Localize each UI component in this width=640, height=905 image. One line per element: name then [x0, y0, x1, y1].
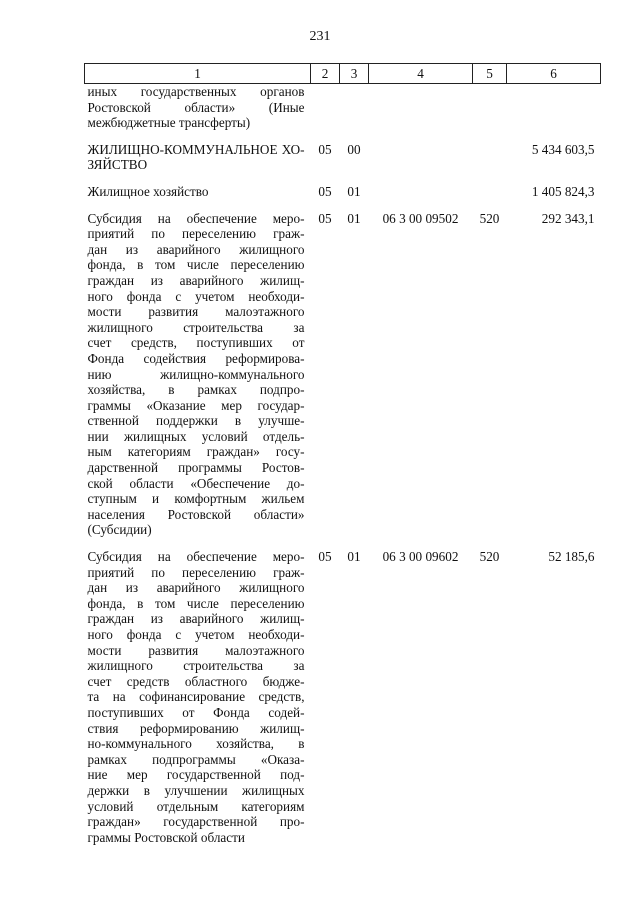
spacer-cell: [340, 131, 369, 142]
spacer-cell: [311, 200, 340, 211]
spacer-cell: [507, 200, 601, 211]
row-name-cell: [85, 84, 311, 131]
table-body: [85, 84, 601, 846]
row-name-line: жилищного строительства за: [87, 658, 305, 674]
header-col-5: 5: [473, 64, 507, 84]
row-subsection-cell: 01: [347, 183, 361, 199]
spacer-cell: [507, 538, 601, 549]
row-expense-type-cell: [473, 142, 507, 173]
row-name-line: Субсидия на обеспечение меро-: [87, 210, 305, 226]
row-subsection-cell: [340, 84, 369, 131]
row-name-line: межбюджетные трансферты): [87, 115, 251, 131]
row-name-line: ние мер государственной под-: [87, 767, 305, 783]
row-name-line: дан из аварийного жилищного: [87, 241, 305, 257]
row-name-line: рамках подпрограммы «Оказа-: [87, 751, 305, 767]
row-name-line: нии жилищных условий отдель-: [87, 428, 305, 444]
row-spacer: [85, 200, 601, 211]
row-target-article-cell: [369, 184, 473, 200]
row-name-line: поступивших от Фонда содей-: [87, 704, 305, 720]
spacer-cell: [85, 200, 311, 211]
row-name-line: хозяйства, в рамках подпро-: [87, 382, 305, 398]
table-row: [85, 549, 601, 845]
row-name-line: ствия реформированию жилищ-: [87, 720, 305, 736]
table-row: [85, 84, 601, 131]
row-name-line: граммы «Оказание мер государ-: [87, 397, 305, 413]
spacer-cell: [473, 538, 507, 549]
row-name-line: ской области «Обеспечение до-: [87, 475, 305, 491]
row-name-line: Ростовской области» (Иные: [87, 99, 305, 115]
row-subsection-cell: 00: [347, 141, 361, 157]
row-name-cell: [85, 142, 311, 173]
row-name-line: граммы Ростовской области: [87, 829, 245, 845]
row-name-line: ного фонда с учетом необходи-: [87, 627, 305, 642]
header-col-6: 6: [507, 64, 601, 84]
row-name-line: та на софинансирование средств,: [87, 689, 305, 705]
row-spacer: [85, 131, 601, 142]
row-section-cell: 05: [318, 141, 332, 157]
row-name-line: населения Ростовской области»: [87, 506, 305, 522]
spacer-cell: [369, 538, 473, 549]
row-expense-type-cell: [473, 84, 507, 131]
row-name-line: иных государственных органов: [87, 84, 305, 99]
row-subsection-cell: 01: [347, 549, 361, 565]
spacer-cell: [473, 200, 507, 211]
row-name-line: (Субсидии): [87, 522, 152, 538]
table-row: [85, 211, 601, 538]
spacer-cell: [473, 131, 507, 142]
row-spacer: [85, 538, 601, 549]
row-name-cell: [85, 549, 311, 845]
spacer-cell: [311, 131, 340, 142]
spacer-cell: [507, 173, 601, 184]
header-row: [85, 64, 601, 84]
row-expense-type-cell: 520: [479, 210, 500, 226]
header-col-1: 1: [85, 64, 311, 84]
table-row: [85, 184, 601, 200]
row-name-line: приятий по переселению граж-: [87, 226, 305, 242]
row-name-line: но-коммунального хозяйства, в: [87, 736, 305, 752]
row-name-line: нию жилищно-коммунального: [87, 366, 305, 382]
row-target-article-cell: [369, 142, 473, 173]
row-name-line: дарственной программы Ростов-: [87, 460, 305, 476]
row-name-line: ступным и комфортным жильем: [87, 491, 305, 507]
row-sum-cell: 292 343,1: [541, 210, 595, 226]
row-sum-cell: 52 185,6: [548, 549, 595, 565]
table-row: [85, 142, 601, 173]
row-name-cell: [85, 211, 311, 538]
spacer-cell: [311, 538, 340, 549]
row-spacer: [85, 173, 601, 184]
row-name-line: Жилищное хозяйство: [87, 183, 209, 199]
spacer-cell: [340, 173, 369, 184]
spacer-cell: [507, 131, 601, 142]
row-name-line: счет средств, поступивших от: [87, 335, 305, 351]
row-name-line: ственной поддержки в улучше-: [87, 413, 305, 429]
row-section-cell: 05: [318, 549, 332, 565]
row-name-line: граждан из аварийного жилищ-: [87, 272, 305, 288]
row-sum-cell: 5 434 603,5: [531, 141, 595, 157]
row-name-line: держки в улучшении жилищных: [87, 782, 305, 798]
row-target-article-cell: 06 3 00 09502: [382, 210, 459, 226]
page-number: 231: [309, 29, 331, 44]
row-target-article-cell: 06 3 00 09602: [382, 549, 459, 565]
spacer-cell: [369, 200, 473, 211]
row-name-line: ным категориям граждан» госу-: [87, 444, 305, 460]
row-target-article-cell: [369, 84, 473, 131]
row-section-cell: 05: [318, 183, 332, 199]
spacer-cell: [340, 200, 369, 211]
budget-table: [84, 63, 601, 845]
row-name-line: Субсидия на обеспечение меро-: [87, 549, 305, 565]
spacer-cell: [473, 173, 507, 184]
row-name-cell: [85, 184, 311, 200]
spacer-cell: [311, 173, 340, 184]
row-name-line: ЗЯЙСТВО: [87, 157, 148, 173]
spacer-cell: [369, 131, 473, 142]
row-name-line: приятий по переселению граж-: [87, 564, 305, 580]
row-expense-type-cell: [473, 184, 507, 200]
header-col-2: 2: [311, 64, 340, 84]
row-sum-cell: [507, 84, 601, 131]
header-col-3: 3: [340, 64, 369, 84]
row-subsection-cell: 01: [347, 210, 361, 226]
row-expense-type-cell: 520: [479, 549, 500, 565]
row-name-line: счет средств областного бюдже-: [87, 673, 305, 689]
row-name-line: жилищного строительства за: [87, 319, 305, 335]
header-col-4: 4: [369, 64, 473, 84]
spacer-cell: [340, 538, 369, 549]
row-name-line: ного фонда с учетом необходи-: [87, 288, 305, 304]
row-section-cell: 05: [318, 210, 332, 226]
row-name-line: фонда, в том числе переселению: [87, 257, 305, 273]
row-name-line: дан из аварийного жилищного: [87, 580, 305, 596]
row-name-line: граждан из аварийного жилищ-: [87, 611, 305, 627]
spacer-cell: [369, 173, 473, 184]
spacer-cell: [85, 538, 311, 549]
spacer-cell: [85, 173, 311, 184]
row-section-cell: [311, 84, 340, 131]
row-name-line: условий отдельным категориям: [87, 798, 305, 814]
row-name-line: ЖИЛИЩНО-КОММУНАЛЬНОЕ ХО-: [87, 141, 305, 157]
spacer-cell: [85, 131, 311, 142]
row-sum-cell: 1 405 824,3: [531, 183, 595, 199]
row-name-line: Фонда содействия реформирова-: [87, 350, 305, 366]
table-header: [85, 64, 601, 84]
row-name-line: мости развития малоэтажного: [87, 304, 305, 320]
row-name-line: мости развития малоэтажного: [87, 642, 305, 658]
row-name-line: фонда, в том числе переселению: [87, 595, 305, 611]
row-name-line: граждан» государственной про-: [87, 814, 305, 830]
